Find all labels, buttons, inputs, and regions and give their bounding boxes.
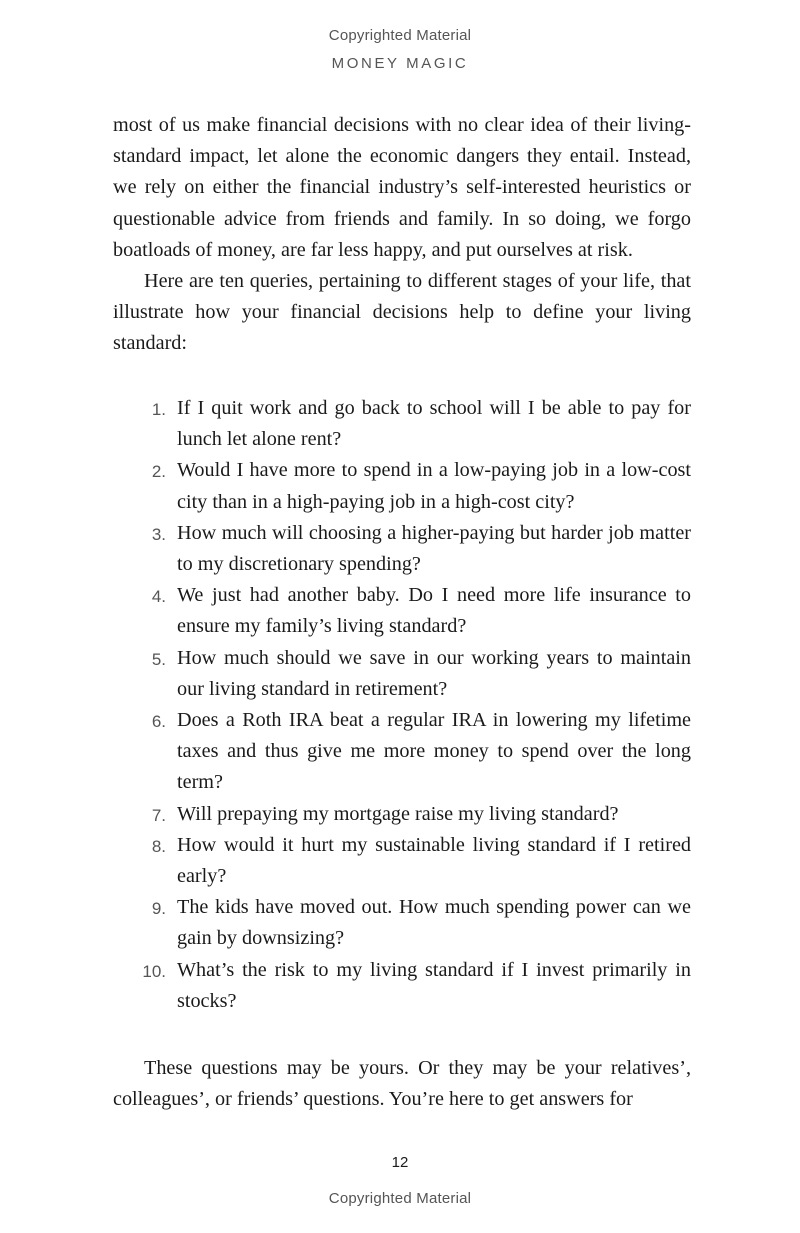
body-paragraph: Here are ten queries, pertaining to different stages of your life, that illustrate how your financial decisions help to define your living standard: bbox=[113, 270, 691, 355]
list-item bbox=[113, 892, 691, 954]
list-item bbox=[113, 393, 691, 455]
list-item-number: 3. bbox=[151, 524, 166, 544]
list-item-text: Will prepaying my mortgage raise my living standard? bbox=[177, 802, 619, 825]
list-item-text: We just had another baby. Do I need more life insurance to ensure my family’s living standard? bbox=[177, 584, 691, 638]
list-item-text: Does a Roth IRA beat a regular IRA in lowering my lifetime taxes and thus give me more money to spend over the long term? bbox=[177, 709, 691, 794]
list-item-number: 7. bbox=[151, 805, 166, 825]
list-item-number: 5. bbox=[151, 649, 166, 669]
list-item-text: The kids have moved out. How much spending power can we gain by downsizing? bbox=[177, 896, 691, 950]
list-item-number: 1. bbox=[151, 400, 166, 419]
list-item-number: 9. bbox=[151, 899, 166, 919]
list-item bbox=[113, 580, 691, 642]
list-item-text: How much will choosing a higher-paying but harder job matter to my discretionary spending? bbox=[177, 521, 691, 576]
list-item-number: 8. bbox=[151, 836, 166, 856]
list-item bbox=[113, 643, 691, 705]
body-paragraph: most of us make financial decisions with no clear idea of their living-standard impact, let alone the economic dangers they entail. Instead, we rely on either the financial industry’s self-interested heuristics or questionable advice from friends and family. In so doing, we forgo boatloads of money, are far less happy, and put ourselves at risk. bbox=[113, 114, 691, 261]
running-head: MONEY MAGIC bbox=[331, 55, 469, 72]
copyright-notice-bottom: Copyrighted Material bbox=[328, 1190, 472, 1207]
list-item-text: What’s the risk to my living standard if I invest primarily in stocks? bbox=[177, 958, 691, 1012]
list-item-text: Would I have more to spend in a low-paying job in a low-cost city than in a high-paying job in a high-cost city? bbox=[177, 459, 691, 513]
list-item-number: 2. bbox=[151, 462, 166, 482]
list-item-number: 4. bbox=[151, 587, 166, 607]
list-item-text: How would it hurt my sustainable living standard if I retired early? bbox=[177, 833, 691, 888]
list-item bbox=[113, 455, 691, 517]
list-item-text: If I quit work and go back to school will I be able to pay for lunch let alone rent? bbox=[177, 397, 691, 451]
list-item bbox=[113, 830, 691, 892]
body-paragraph: These questions may be yours. Or they may be your relatives’, colleagues’, or friends’ questions. You’re here to get answers for bbox=[113, 1057, 691, 1111]
list-item-number: 10. bbox=[142, 961, 166, 981]
list-item-number: 6. bbox=[151, 712, 166, 732]
copyright-notice-top: Copyrighted Material bbox=[328, 27, 472, 44]
list-item bbox=[113, 799, 691, 830]
list-item bbox=[113, 518, 691, 580]
list-item bbox=[113, 705, 691, 799]
list-item bbox=[113, 955, 691, 1017]
question-list bbox=[113, 393, 691, 1017]
list-item-text: How much should we save in our working years to maintain our living standard in retirement? bbox=[177, 646, 691, 700]
page-number: 12 bbox=[391, 1154, 409, 1171]
